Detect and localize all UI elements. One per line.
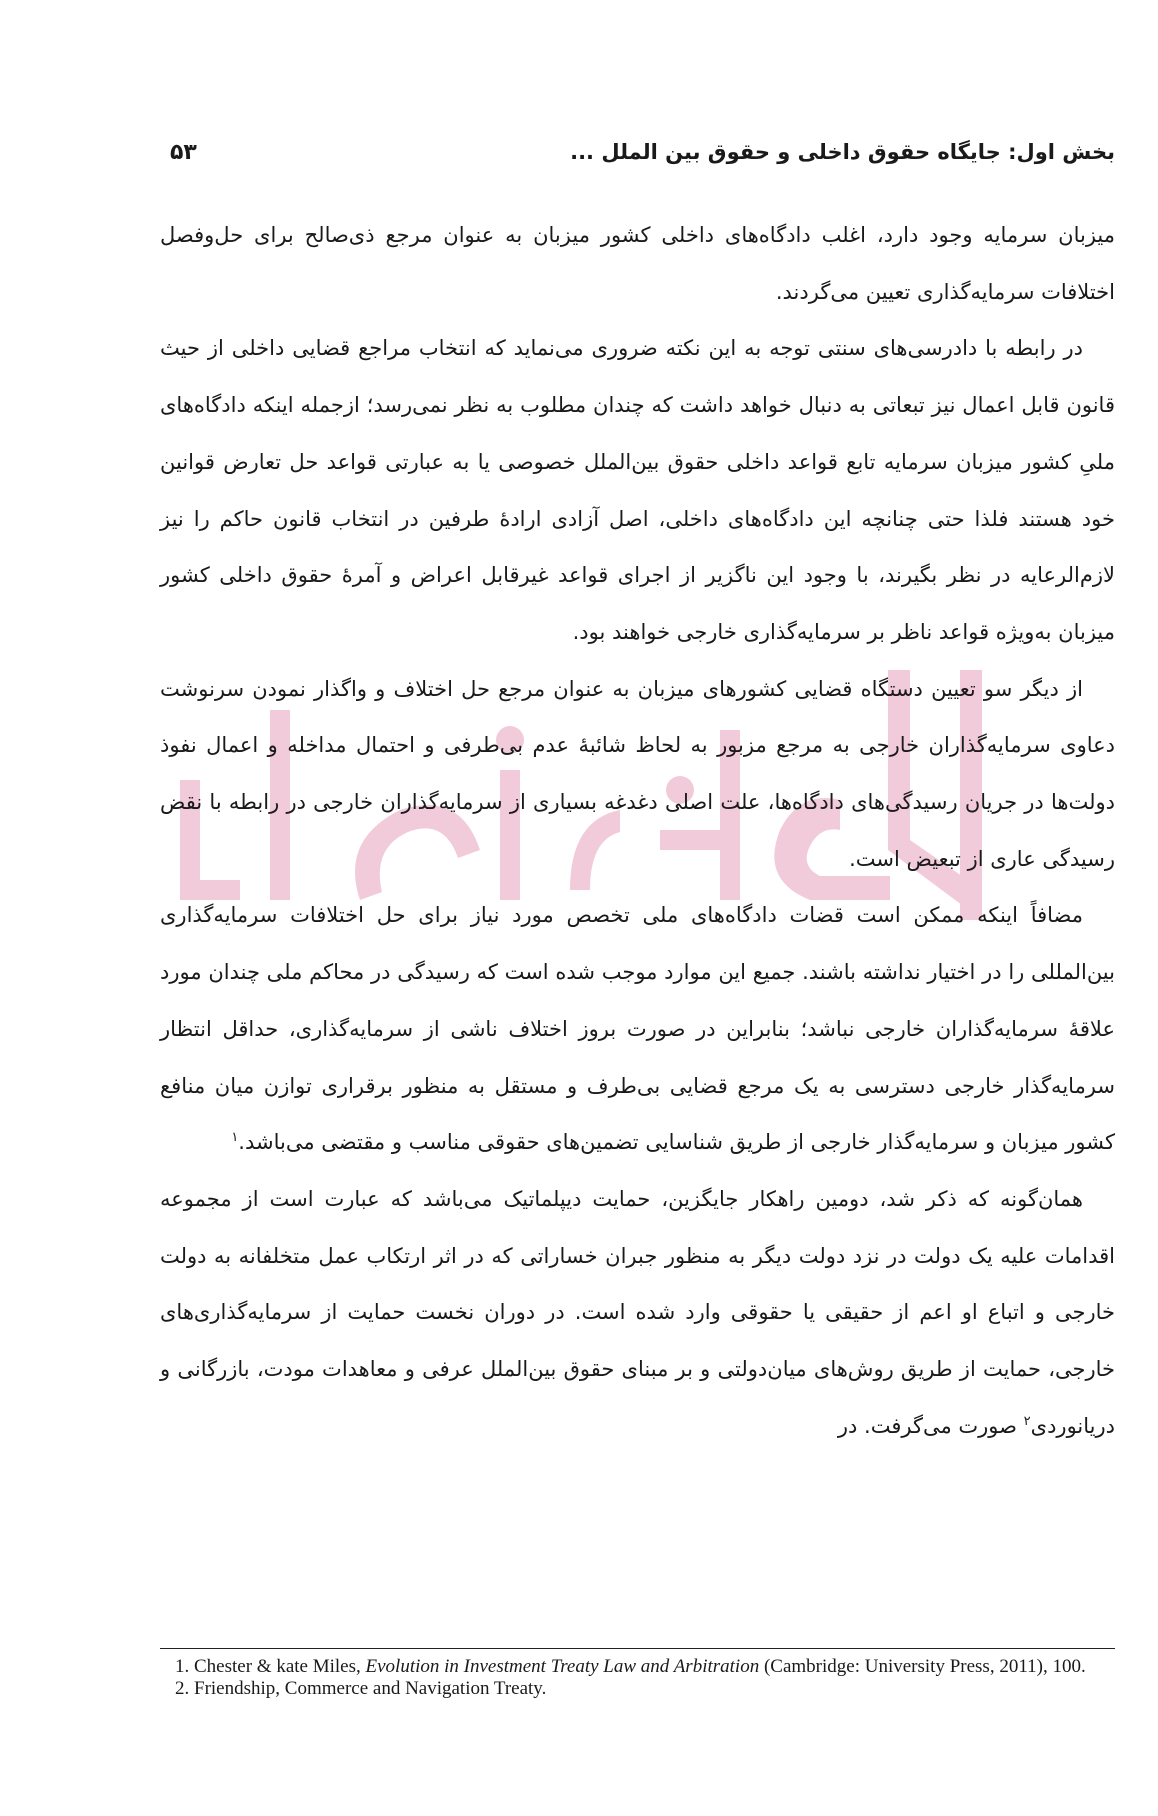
citation-title: Evolution in Investment Treaty Law and Arbitration	[365, 1656, 760, 1677]
page-number: ۵۳	[170, 140, 197, 165]
footnotes	[175, 1656, 1115, 1700]
running-title: بخش اول: جایگاه حقوق داخلی و حقوق بین الملل ...	[570, 140, 1115, 164]
footnote-item: 1. Chester & kate Miles, Evolution in Investment Treaty Law and Arbitration (Cambridge: University Press, 2011), 100.	[175, 1656, 1086, 1677]
page-header	[160, 140, 1115, 180]
paragraph: همان‌گونه که ذکر شد، دومین راهکار جایگزین، حمایت دیپلماتیک می‌باشد که عبارت است از مجموعه اقدامات علیه یک دولت در نزد دولت دیگر به منظور جبران خساراتی که در اثر ارتکاب عمل متخلفانه به دولت خارجی و اتباع او اعم از حقیقی یا حقوقی وارد شده است. در دوران نخست حمایت از سرمایه‌گذاری‌های خارجی، حمایت از طریق روش‌های میان‌دولتی و بر مبنای حقوق بین‌الملل عرفی و معاهدات مودت، بازرگانی و دریانوردی$^۲$ صورت می‌گرفت. در	[160, 1186, 1115, 1438]
paragraph: از دیگر سو تعیین دستگاه قضایی کشورهای میزبان به عنوان مرجع حل اختلاف و واگذار نمودن سرنوشت دعاوی سرمایه‌گذاران خارجی به مرجع مزبور به لحاظ شائبهٔ عدم بی‌طرفی و احتمال مداخله و اعمال نفوذ دولت‌ها در جریان رسیدگی‌های دادگاه‌ها، علت اصلی دغدغه بسیاری از سرمایه‌گذاران خارجی در رابطه با نقض رسیدگی عاری از تبعیض است.	[160, 676, 1115, 871]
paragraph: در رابطه با دادرسی‌های سنتی توجه به این نکته ضروری می‌نماید که انتخاب مراجع قضایی داخلی از حیث قانون قابل اعمال نیز تبعاتی به دنبال خواهد داشت که چندان مطلوب به نظر نمی‌رسد؛ ازجمله اینکه دادگاه‌های ملیِ کشور میزبان سرمایه تابع قواعد داخلی حقوق بین‌الملل خصوصی یا به عبارتی قواعد حل تعارض قوانین خود هستند فلذا حتی چنانچه این دادگاه‌های داخلی، اصل آزادی ارادهٔ طرفین در انتخاب قانون حاکم را نیز لازم‌الرعایه در نظر بگیرند، با وجود این ناگزیر از اجرای قواعد غیرقابل اعراض و آمرهٔ حقوق داخلی کشور میزبان به‌ویژه قواعد ناظر بر سرمایه‌گذاری خارجی خواهند بود.	[160, 336, 1115, 644]
footnote-separator	[160, 1648, 1115, 1649]
footnote-ref[interactable]: ۲	[1023, 1413, 1031, 1429]
paragraph: مضافاً اینکه ممکن است قضات دادگاه‌های ملی تخصص مورد نیاز برای حل اختلافات سرمایه‌گذاری بین‌المللی را در اختیار نداشته باشند. جمیع این موارد موجب شده است که رسیدگی در محاکم ملی چندان مورد علاقهٔ سرمایه‌گذاران خارجی نباشد؛ بنابراین در صورت بروز اختلاف ناشی از سرمایه‌گذاری، حداقل انتظار سرمایه‌گذار خارجی دسترسی به یک مرجع قضایی بی‌طرف و مستقل به منظور برقراری توازن میان منافع کشور میزبان و سرمایه‌گذار خارجی از طریق شناسایی تضمین‌های حقوقی مناسب و مقتضی می‌باشد.$^۱$	[160, 903, 1115, 1155]
paragraph: میزبان سرمایه وجود دارد، اغلب دادگاه‌های داخلی کشور میزبان به عنوان مرجع ذی‌صالح برای حل‌وفصل اختلافات سرمایه‌گذاری تعیین می‌گردند.	[160, 223, 1115, 304]
footnote-ref[interactable]: ۱	[231, 1130, 239, 1146]
footnote-item: 2. Friendship, Commerce and Navigation Treaty.	[175, 1678, 547, 1699]
body-text	[160, 207, 1115, 1454]
